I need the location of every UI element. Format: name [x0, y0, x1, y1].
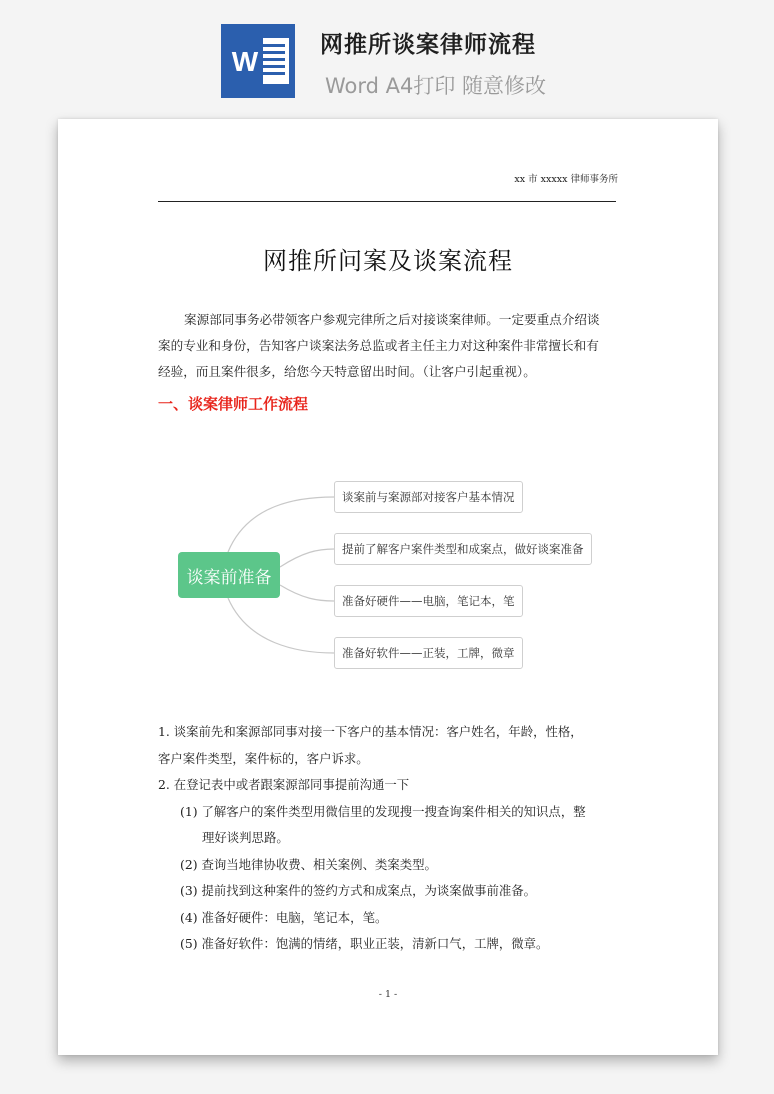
list-item: 1. 谈案前先和案源部同事对接一下客户的基本情况：客户姓名，年龄，性格， — [158, 724, 583, 739]
intro-paragraph — [158, 307, 618, 385]
list-item: (3) 提前找到这种案件的签约方式和成案点，为谈案做事前准备。 — [180, 883, 537, 898]
page-number: - 1 - — [378, 989, 398, 1000]
banner — [0, 0, 774, 112]
list-item: (5) 准备好软件：饱满的情绪，职业正装，清新口气，工牌，微章。 — [180, 936, 549, 951]
list-item: 2. 在登记表中或者跟案源部同事提前沟通一下 — [158, 777, 410, 792]
word-icon — [221, 24, 295, 98]
intro-line: 案源部同事务必带领客户参观完律所之后对接谈案律师。一定要重点介绍谈 — [184, 312, 600, 327]
mindmap-branch-node: 谈案前与案源部对接客户基本情况 — [334, 481, 523, 513]
intro-line: 案的专业和身份，告知客户谈案法务总监或者主任主力对这种案件非常擅长和有 — [158, 338, 599, 353]
mindmap-branch-node: 准备好硬件——电脑，笔记本，笔 — [334, 585, 523, 617]
svg-text:W: W — [231, 46, 259, 77]
list-item: 客户案件类型，案件标的，客户诉求。 — [158, 750, 369, 766]
section-heading: 一、谈案律师工作流程 — [158, 395, 309, 413]
banner-subtitle: Word A4打印 随意修改 — [325, 74, 547, 98]
header-divider — [158, 201, 616, 202]
list-item: 理好谈判思路。 — [202, 830, 289, 845]
intro-line: 经验，而且案件很多，给您今天特意留出时间。（让客户引起重视）。 — [158, 364, 536, 379]
page-title: 网推所问案及谈案流程 — [263, 247, 513, 275]
procedure-list — [158, 719, 628, 958]
document-page — [58, 119, 718, 1055]
banner-title: 网推所谈案律师流程 — [320, 32, 536, 58]
mindmap-center-node: 谈案前准备 — [178, 552, 280, 598]
list-item: (1) 了解客户的案件类型用微信里的发现搜一搜查询案件相关的知识点，整 — [180, 803, 586, 819]
connector-line — [280, 549, 334, 567]
connector-line — [228, 598, 334, 653]
mindmap-branch-node: 准备好软件——正装，工牌，微章 — [334, 637, 523, 669]
connector-line — [228, 497, 334, 552]
list-item: (4) 准备好硬件：电脑，笔记本，笔。 — [180, 909, 388, 925]
mindmap-branch-node: 提前了解客户案件类型和成案点，做好谈案准备 — [334, 533, 592, 565]
page-header-firm: xx 市 xxxxx 律师事务所 — [514, 174, 618, 185]
connector-line — [280, 585, 334, 601]
list-item: (2) 查询当地律协收费、相关案例、类案类型。 — [180, 856, 437, 872]
mind-map — [158, 479, 618, 679]
